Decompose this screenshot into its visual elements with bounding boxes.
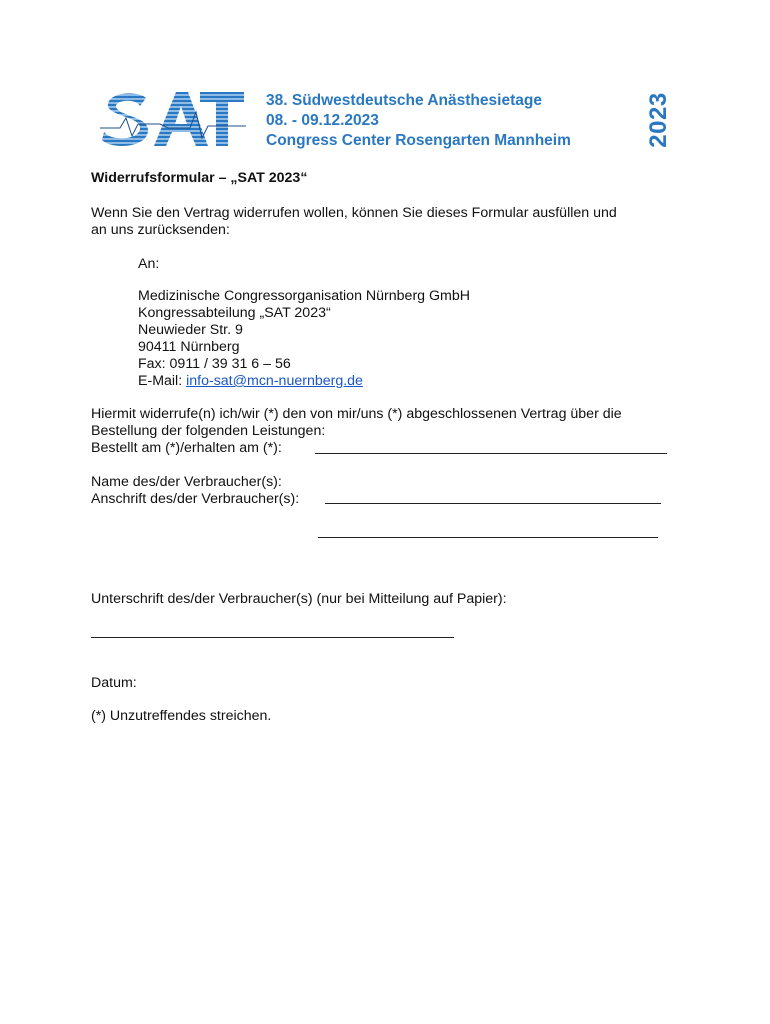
- conference-title: 38. Südwestdeutsche Anästhesietage: [266, 92, 542, 109]
- address-label-row: [91, 491, 299, 508]
- year-label: 2023: [645, 92, 672, 148]
- footnote: (*) Unzutreffendes streichen.: [91, 708, 272, 724]
- email-label: E-Mail:: [138, 373, 187, 389]
- form-title: Widerrufsformular – „SAT 2023“: [91, 170, 308, 186]
- consumer-address-field-1[interactable]: [325, 503, 661, 504]
- signature-label: Unterschrift des/der Verbraucher(s) (nur bei Mitteilung auf Papier):: [91, 591, 507, 607]
- consumer-address-field-2[interactable]: [318, 537, 658, 538]
- intro-line-1: Wenn Sie den Vertrag widerrufen wollen, können Sie dieses Formular ausfüllen und: [91, 205, 617, 221]
- address-line-3: Neuwieder Str. 9: [138, 322, 243, 338]
- address-fax: Fax: 0911 / 39 31 6 – 56: [138, 356, 291, 372]
- signature-field[interactable]: [91, 637, 454, 638]
- name-label: Name des/der Verbraucher(s):: [91, 474, 282, 490]
- intro-line-2: an uns zurücksenden:: [91, 222, 230, 238]
- address-to-label: An:: [138, 256, 160, 272]
- address-line-2: Kongressabteilung „SAT 2023“: [138, 305, 331, 321]
- sat-logo: [100, 88, 246, 152]
- conference-info: [266, 91, 571, 151]
- address-email-row: [138, 373, 363, 390]
- ordered-row: [91, 440, 282, 457]
- address-line-4: 90411 Nürnberg: [138, 339, 240, 355]
- conference-venue: Congress Center Rosengarten Mannheim: [266, 132, 571, 149]
- consumer-address-label: Anschrift des/der Verbraucher(s):: [91, 491, 300, 507]
- ordered-label: Bestellt am (*)/erhalten am (*):: [91, 440, 282, 456]
- address-line-1: Medizinische Congressorganisation Nürnberg GmbH: [138, 288, 470, 304]
- email-link[interactable]: info-sat@mcn-nuernberg.de: [186, 373, 363, 389]
- conference-dates: 08. - 09.12.2023: [266, 112, 379, 129]
- revocation-line-2: Bestellung der folgenden Leistungen:: [91, 423, 326, 439]
- ordered-date-field[interactable]: [315, 453, 667, 454]
- date-label: Datum:: [91, 675, 137, 691]
- revocation-line-1: Hiermit widerrufe(n) ich/wir (*) den von mir/uns (*) abgeschlossenen Vertrag über die: [91, 406, 622, 422]
